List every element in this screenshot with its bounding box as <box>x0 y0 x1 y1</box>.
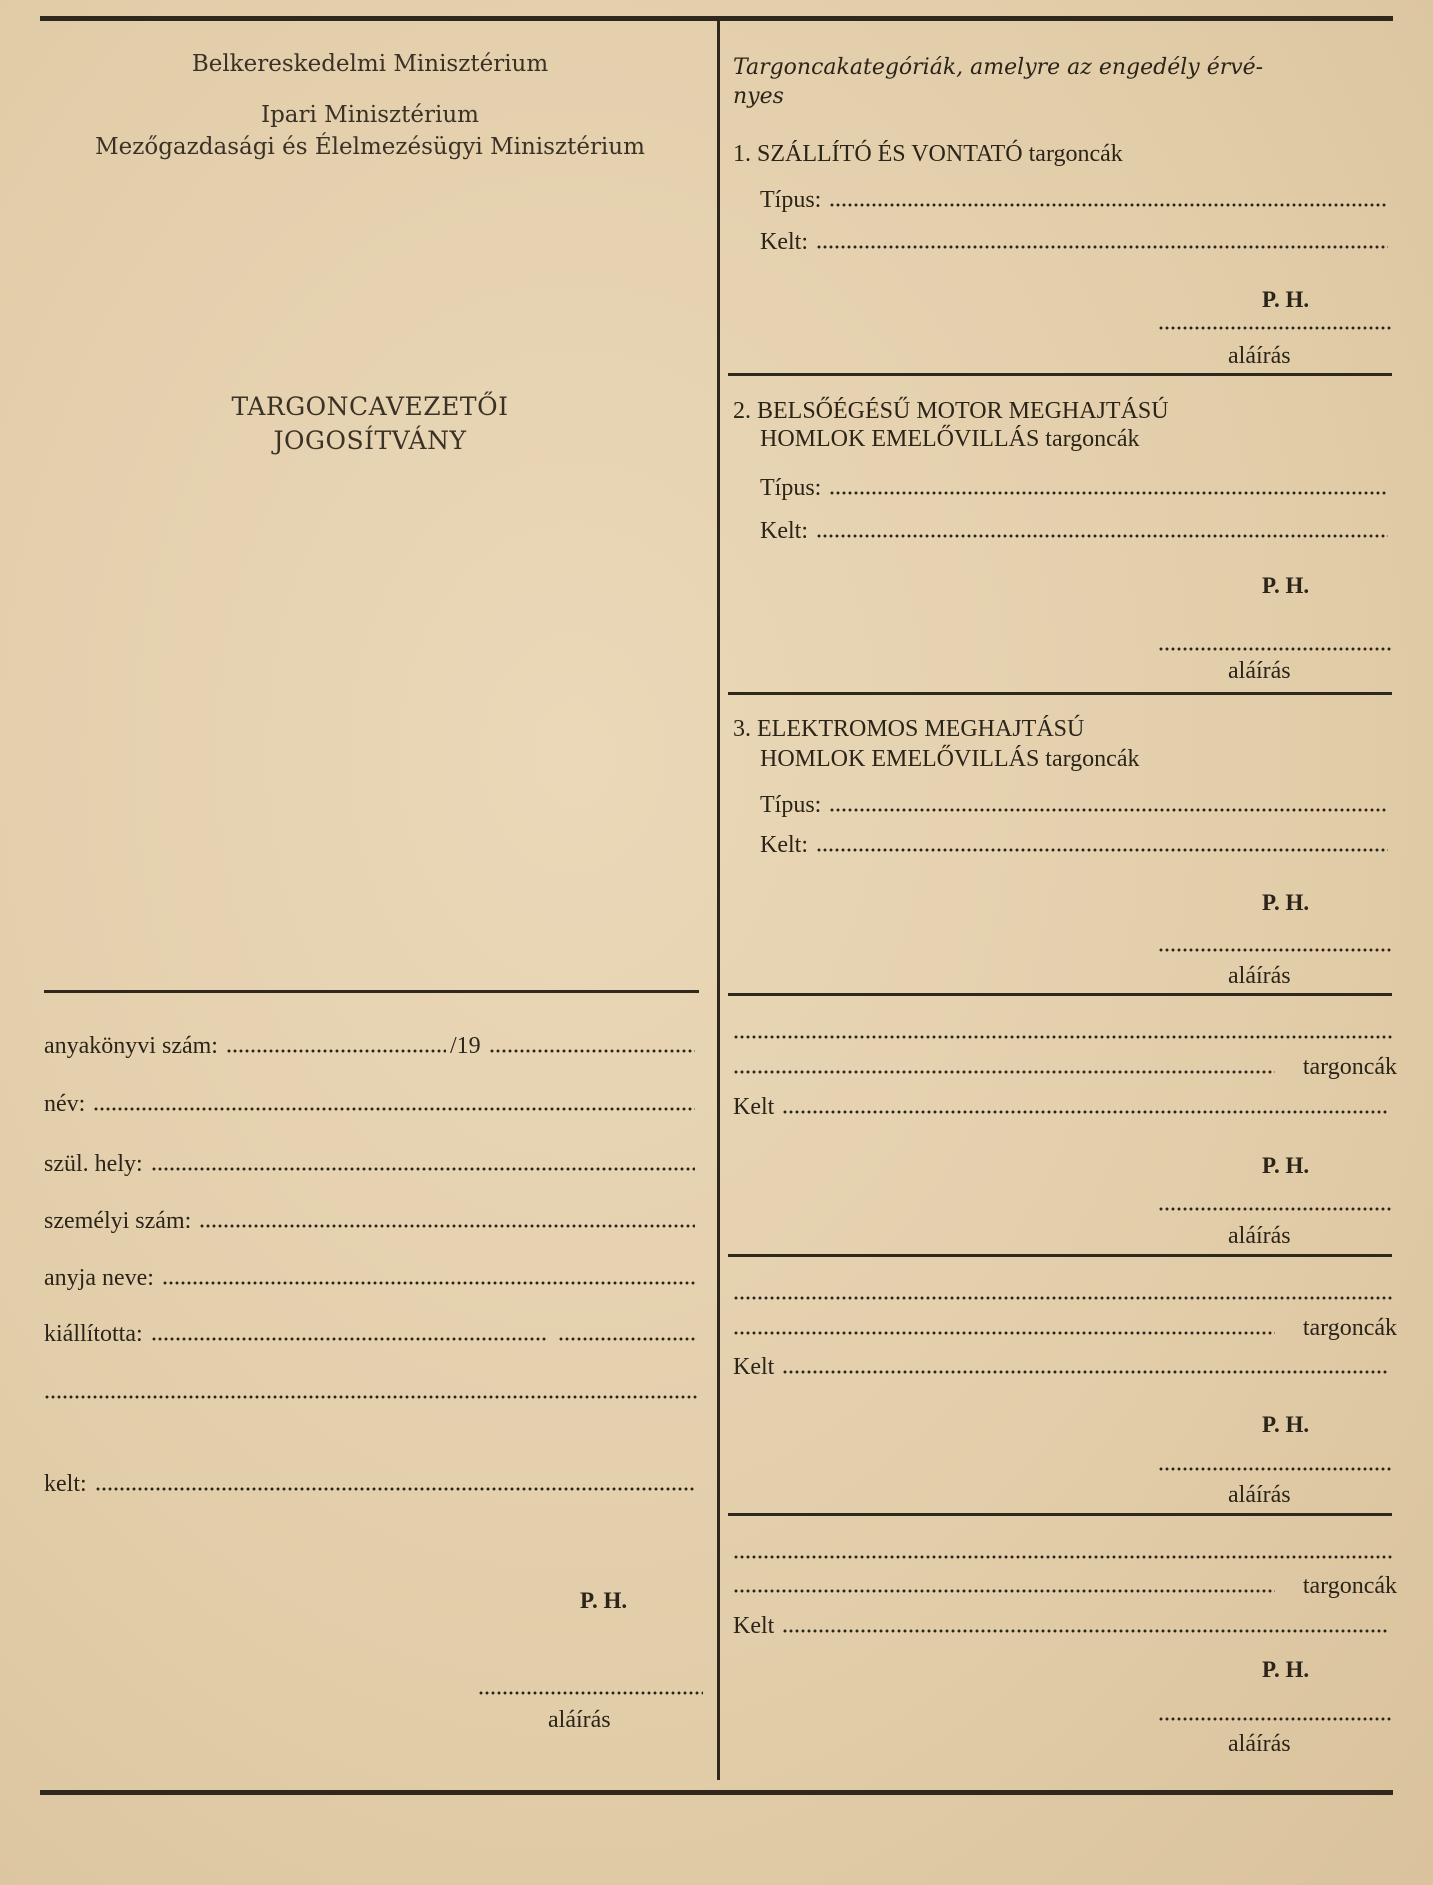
categories-heading-line1: Targoncakategóriák, amelyre az engedély érvé- <box>733 55 1264 80</box>
blank-a-rule <box>728 1254 1392 1257</box>
issuer-field[interactable] <box>44 1320 699 1348</box>
blank-c-line2-dots <box>733 1588 1275 1594</box>
document-title-line1: TARGONCAVEZETŐI <box>231 392 509 421</box>
category-1-rule <box>728 373 1392 376</box>
issuer-dots <box>151 1336 546 1342</box>
mother-name-field[interactable] <box>44 1264 699 1292</box>
category-2-signature-dots <box>1158 646 1392 652</box>
name-dots <box>93 1106 695 1112</box>
category-1-date-label: Kelt: <box>760 229 808 255</box>
ministry-1: Belkereskedelmi Minisztérium <box>191 51 549 77</box>
category-2-title-line2: HOMLOK EMELŐVILLÁS targoncák <box>760 426 1140 452</box>
ministry-3: Mezőgazdasági és Élelmezésügyi Minisztérium <box>95 134 645 160</box>
blank-c-signature-dots <box>1158 1716 1392 1722</box>
category-3-date-dots <box>816 847 1388 853</box>
category-1-type-label: Típus: <box>760 187 822 213</box>
category-1-signature: aláírás <box>1228 343 1291 369</box>
blank-a-suffix: targoncák <box>1302 1054 1397 1080</box>
issue-date-dots <box>95 1486 695 1492</box>
blank-a-date-dots <box>782 1109 1388 1115</box>
category-3-type-dots <box>829 807 1388 813</box>
blank-a-line2-dots <box>733 1069 1275 1075</box>
category-3-rule <box>728 993 1392 996</box>
bottom-rule <box>40 1790 1393 1795</box>
blank-a-signature-dots <box>1158 1206 1392 1212</box>
blank-b-signature: aláírás <box>1228 1482 1291 1508</box>
left-signature-dots <box>478 1690 703 1696</box>
blank-a-stamp: P. H. <box>1262 1153 1310 1178</box>
blank-b-signature-dots <box>1158 1466 1392 1472</box>
category-3-date-field[interactable] <box>760 831 1392 859</box>
category-3-type-field[interactable] <box>760 791 1392 819</box>
category-3-title-line2: HOMLOK EMELŐVILLÁS targoncák <box>760 746 1140 772</box>
blank-b-date-dots <box>782 1369 1388 1375</box>
personal-id-field[interactable] <box>44 1207 699 1235</box>
left-stamp-label: P. H. <box>580 1588 628 1613</box>
mother-name-label: anyja neve: <box>44 1265 154 1291</box>
blank-c-line1-dots <box>733 1554 1392 1560</box>
personal-id-dots <box>199 1223 695 1229</box>
blank-c-signature: aláírás <box>1228 1731 1291 1757</box>
category-3-signature: aláírás <box>1228 963 1291 989</box>
category-1-stamp: P. H. <box>1262 287 1310 312</box>
blank-a-date-field[interactable] <box>733 1093 1392 1121</box>
category-2-title-line1: 2. BELSŐÉGÉSŰ MOTOR MEGHAJTÁSÚ <box>733 398 1169 424</box>
categories-heading-line2: nyes <box>733 84 784 109</box>
category-2-rule <box>728 692 1392 695</box>
issuer-continuation-dots <box>44 1394 699 1400</box>
personal-id-label: személyi szám: <box>44 1208 192 1234</box>
issuer-extra-dots <box>558 1336 695 1342</box>
category-2-date-dots <box>816 533 1388 539</box>
birthplace-label: szül. hely: <box>44 1151 143 1177</box>
center-divider <box>717 18 720 1780</box>
blank-a-signature: aláírás <box>1228 1223 1291 1249</box>
category-3-date-label: Kelt: <box>760 832 808 858</box>
blank-c-date-label: Kelt <box>733 1613 775 1639</box>
name-field[interactable] <box>44 1090 699 1118</box>
blank-c-date-field[interactable] <box>733 1612 1392 1640</box>
blank-a-category-field[interactable] <box>733 1053 1397 1081</box>
blank-b-category-field[interactable] <box>733 1314 1397 1342</box>
blank-b-date-field[interactable] <box>733 1353 1392 1381</box>
category-2-type-label: Típus: <box>760 475 822 501</box>
registry-number-dots <box>226 1048 446 1054</box>
category-1-signature-dots <box>1158 325 1392 331</box>
category-1-type-field[interactable] <box>760 186 1392 214</box>
category-3-type-label: Típus: <box>760 792 822 818</box>
ministry-2: Ipari Minisztérium <box>260 102 479 128</box>
category-2-signature: aláírás <box>1228 658 1291 684</box>
category-2-date-label: Kelt: <box>760 518 808 544</box>
mother-name-dots <box>162 1280 695 1286</box>
blank-c-category-field[interactable] <box>733 1572 1397 1600</box>
category-2-date-field[interactable] <box>760 517 1392 545</box>
category-1-date-dots <box>816 244 1388 250</box>
birthplace-field[interactable] <box>44 1150 699 1178</box>
blank-b-suffix: targoncák <box>1302 1315 1397 1341</box>
issue-date-field[interactable] <box>44 1470 699 1498</box>
category-3-title-line1: 3. ELEKTROMOS MEGHAJTÁSÚ <box>733 716 1085 742</box>
blank-c-stamp: P. H. <box>1262 1657 1310 1682</box>
category-1-type-dots <box>829 202 1388 208</box>
category-2-stamp: P. H. <box>1262 573 1310 598</box>
blank-a-line1-dots <box>733 1034 1392 1040</box>
name-label: név: <box>44 1091 86 1117</box>
blank-b-rule <box>728 1513 1392 1516</box>
issuer-label: kiállította: <box>44 1321 143 1347</box>
category-1-title: 1. SZÁLLÍTÓ ÉS VONTATÓ targoncák <box>733 141 1123 167</box>
blank-c-date-dots <box>782 1628 1388 1634</box>
category-3-signature-dots <box>1158 947 1392 953</box>
blank-a-date-label: Kelt <box>733 1094 775 1120</box>
category-1-date-field[interactable] <box>760 228 1392 256</box>
registry-year-dots <box>489 1048 695 1054</box>
document-title-line2: JOGOSÍTVÁNY <box>273 426 467 455</box>
blank-c-suffix: targoncák <box>1302 1573 1397 1599</box>
category-3-stamp: P. H. <box>1262 890 1310 915</box>
category-2-type-dots <box>829 490 1388 496</box>
blank-b-date-label: Kelt <box>733 1354 775 1380</box>
blank-b-line2-dots <box>733 1330 1275 1336</box>
left-section-rule <box>44 990 699 993</box>
left-signature-label: aláírás <box>548 1707 611 1733</box>
registry-year-prefix: /19 <box>449 1033 481 1059</box>
category-2-type-field[interactable] <box>760 474 1392 502</box>
birthplace-dots <box>151 1166 695 1172</box>
blank-b-line1-dots <box>733 1295 1392 1301</box>
registry-number-label: anyakönyvi szám: <box>44 1033 218 1059</box>
blank-b-stamp: P. H. <box>1262 1412 1310 1437</box>
issue-date-label: kelt: <box>44 1471 87 1497</box>
registry-number-field[interactable] <box>44 1032 699 1060</box>
